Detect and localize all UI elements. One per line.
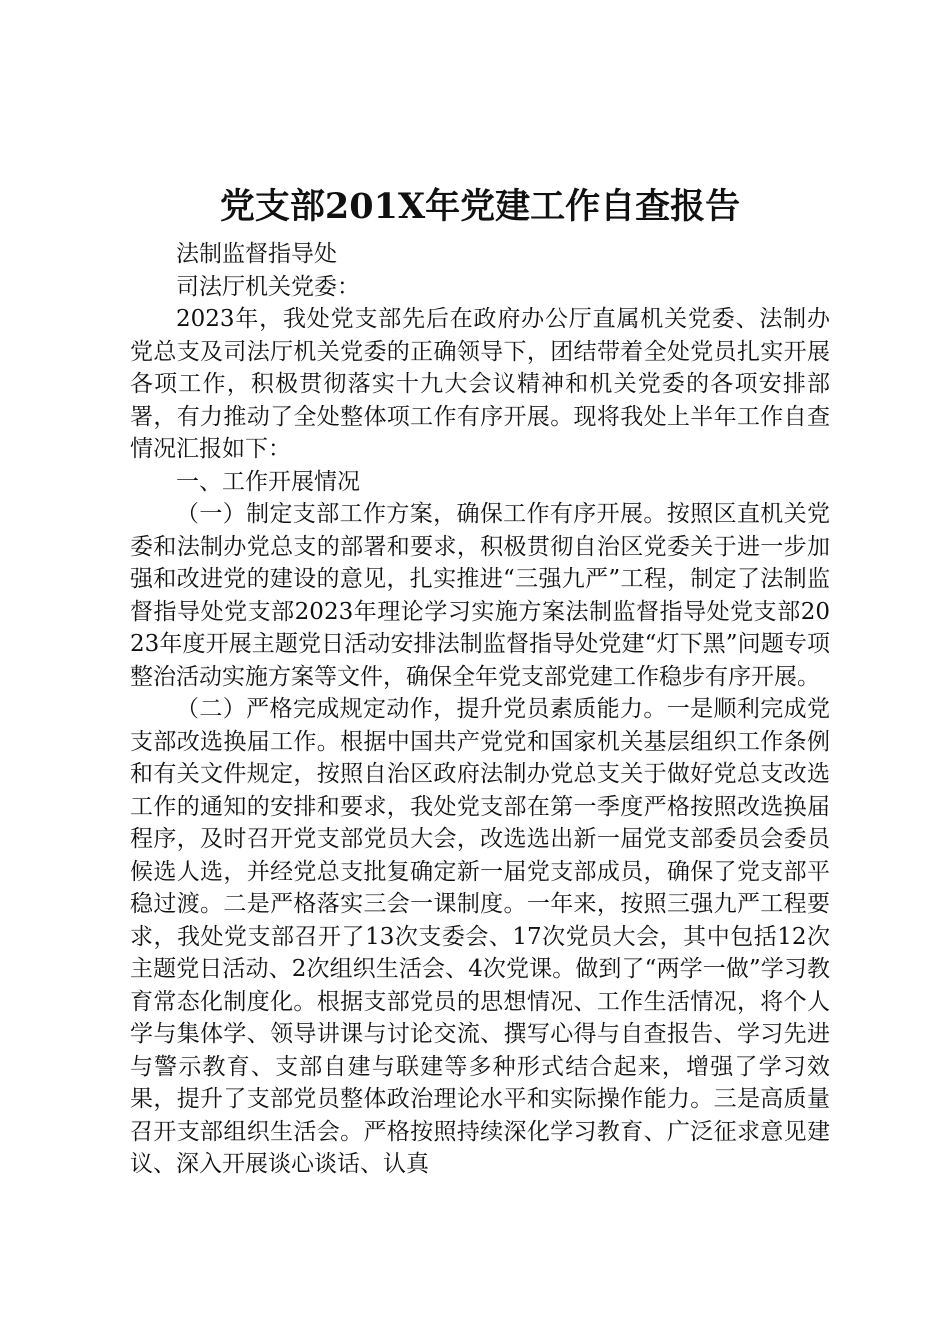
section-heading: 一、工作开展情况 (176, 468, 360, 495)
body-paragraph-2: （二）严格完成规定动作，提升党员素质能力。一是顺利完成党支部改选换届工作。根据中国共产党党和国家机关基层组织工作条例和有关文件规定，按照自治区政府法制办党总支关于做好党总支改选工作的通知的安排和要求，我处党支部在第一季度严格按照改选换届程序，及时召开党支部党员大会，改选选出新一届党支部委员会委员候选人选，并经党总支批复确定新一届党支部成员，确保了党支部平稳过渡。二是严格落实三会一课制度。一年来，按照三强九严工程要求，我处党支部召开了13次支委会、17次党员大会，其中包括12次主题党日活动、2次组织生活会、4次党课。做到了“两学一做”学习教育常态化制度化。根据支部党员的思想情况、工作生活情况，将个人学与集体学、领导讲课与讨论交流、撰写心得与自查报告、学习先进与警示教育、支部自建与联建等多种形式结合起来，增强了学习效果，提升了支部党员整体政治理论水平和实际操作能力。三是高质量召开支部组织生活会。严格按照持续深化学习教育、广泛征求意见建议、深入开展谈心谈话、认真 (130, 696, 830, 1177)
document-title: 党支部201X年党建工作自查报告 (219, 186, 741, 227)
department-line: 法制监督指导处 (176, 241, 337, 267)
recipient-line: 司法厅机关党委： (176, 273, 360, 300)
document-page (130, 182, 830, 1181)
intro-paragraph: 2023年，我处党支部先后在政府办公厅直属机关党委、法制办党总支及司法厅机关党委的正确领导下，团结带着全处党员扎实开展各项工作，积极贯彻落实十九大会议精神和机关党委的各项安排部署，有力推动了全处整体项工作有序开展。现将我处上半年工作自查情况汇报如下： (130, 306, 830, 462)
body-paragraph-1: （一）制定支部工作方案，确保工作有序开展。按照区直机关党委和法制办党总支的部署和要求，积极贯彻自治区党委关于进一步加强和改进党的建设的意见，扎实推进“三强九严”工程，制定了法制监督指导处党支部2023年理论学习实施方案法制监督指导处党支部2023年度开展主题党日活动安排法制监督指导处党建“灯下黑”问题专项整治活动实施方案等文件，确保全年党支部党建工作稳步有序开展。 (130, 501, 830, 690)
